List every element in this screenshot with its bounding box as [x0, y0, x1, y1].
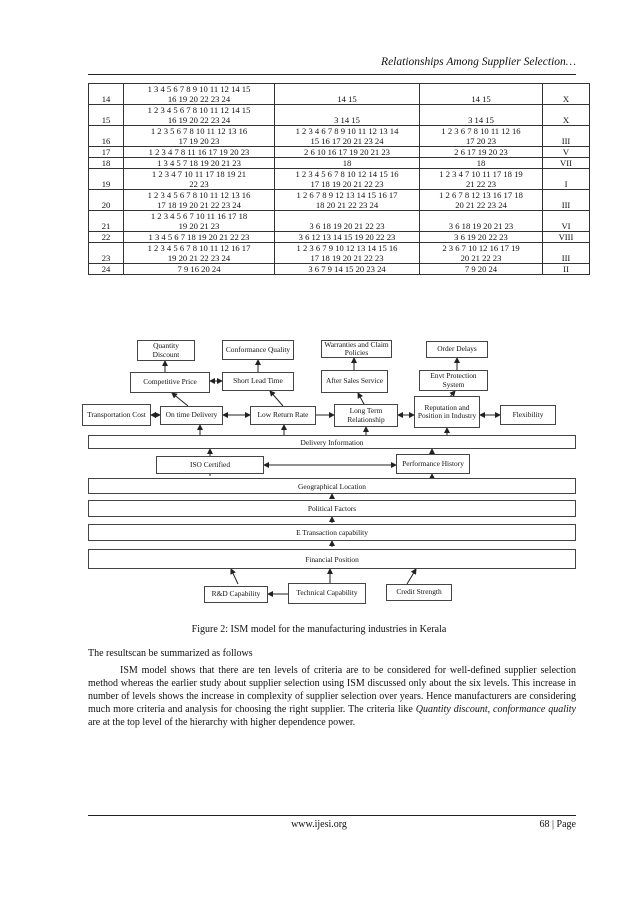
cell-line: 16 19 20 22 23 24 [167, 115, 231, 125]
cell-line: 17 18 19 20 21 22 23 24 [157, 200, 241, 210]
table-cell-intersection [420, 126, 543, 147]
table-cell-intersection [420, 211, 543, 232]
table-cell-reach [124, 169, 275, 190]
cell-line: 20 21 22 23 24 [455, 200, 507, 210]
cell-line: 1 3 4 5 6 7 18 19 20 21 22 23 [148, 232, 250, 242]
cell-line: 1 2 3 6 7 9 10 12 13 14 15 16 [296, 243, 398, 253]
cell-line: 19 20 21 23 [178, 221, 220, 231]
cell-line [277, 211, 417, 221]
arrow-reputation-to-envt [449, 391, 455, 398]
table-cell-reach [124, 84, 275, 105]
e-transaction-band: E Transaction capability [88, 524, 576, 541]
footer-website: www.ijesi.org [291, 819, 347, 830]
cell-line: 1 2 3 4 7 10 11 17 18 19 [439, 169, 523, 179]
table-row [89, 243, 590, 264]
cell-line: 3 6 19 20 22 23 [454, 232, 508, 242]
table-cell-level: X [543, 84, 590, 105]
summary-intro: The resultscan be summarized as follows [88, 648, 253, 659]
footer-rule [88, 815, 576, 816]
cell-line: 17 19 20 23 [178, 136, 220, 146]
iso-certified-box: ISO Certified [156, 456, 264, 474]
table-cell-reach [124, 232, 275, 243]
table-cell-id: 22 [89, 232, 124, 243]
table-cell-id: 19 [89, 169, 124, 190]
table-cell-id: 18 [89, 158, 124, 169]
table-cell-level: II [543, 264, 590, 275]
cell-line: 2 6 10 16 17 19 20 21 23 [304, 147, 390, 157]
figure-caption: Figure 2: ISM model for the manufacturing industries in Kerala [191, 624, 447, 635]
cell-line: 1 2 3 4 7 10 11 17 18 19 21 [151, 169, 247, 179]
table-row [89, 264, 590, 275]
geographical-location-band: Geographical Location [88, 478, 576, 494]
table-cell-antecedent [275, 147, 420, 158]
performance-history-box: Performance History [396, 454, 470, 474]
table-cell-antecedent [275, 126, 420, 147]
table-cell-intersection [420, 169, 543, 190]
table-cell-intersection [420, 264, 543, 275]
arrow-relationship-to-service [358, 393, 365, 406]
table-row [89, 84, 590, 105]
cell-line: 7 9 20 24 [464, 264, 498, 274]
quantity-discount-box: Quantity Discount [137, 340, 195, 361]
arrow-rd-to-finance [231, 569, 238, 584]
flexibility-box: Flexibility [500, 405, 556, 425]
table-cell-id: 24 [89, 264, 124, 275]
header-rule [88, 74, 576, 75]
table-cell-level: VIII [543, 232, 590, 243]
table-cell-level: VI [543, 211, 590, 232]
financial-position-band: Financial Position [88, 549, 576, 569]
table-row [89, 105, 590, 126]
table-cell-id: 23 [89, 243, 124, 264]
table-cell-reach [124, 243, 275, 264]
table-cell-intersection [420, 147, 543, 158]
table-cell-reach [124, 158, 275, 169]
cell-line: 16 19 20 22 23 24 [167, 94, 231, 104]
after-sales-service-box: After Sales Service [321, 370, 388, 393]
arrow-credit-to-finance [407, 569, 416, 584]
cell-line: 3 14 15 [468, 115, 494, 125]
paragraph-start: ISM model shows that there are ten levels of criteria are to be considered for well-defined supplier selection method whereas the earlier study about supplier selection using ISM discussed only about the six levels. This increase in number of levels shows the increase in complexity of supplier selection over years. Hence manufacturers are considering much more criteria and analysis for choosing the right supplier. The criteria like [88, 665, 576, 715]
cell-line: 1 2 3 4 5 6 7 8 10 12 14 15 16 [295, 169, 399, 179]
table-cell-antecedent [275, 169, 420, 190]
table-cell-antecedent [275, 232, 420, 243]
transportation-cost-box: Transportation Cost [82, 404, 151, 426]
cell-line [422, 105, 540, 115]
cell-line: 3 6 7 9 14 15 20 23 24 [308, 264, 386, 274]
table-cell-level: VII [543, 158, 590, 169]
table-cell-reach [124, 126, 275, 147]
table-cell-intersection [420, 243, 543, 264]
long-term-relationship-box: Long Term Relationship [334, 404, 398, 427]
cell-line: 15 16 17 20 21 23 24 [310, 136, 384, 146]
cell-line [422, 84, 540, 94]
cell-line: 1 2 3 6 7 8 10 11 12 16 [441, 126, 521, 136]
table-cell-antecedent [275, 158, 420, 169]
short-lead-time-box: Short Lead Time [222, 372, 294, 391]
table-cell-intersection [420, 84, 543, 105]
paragraph-end: are at the top level of the hierarchy with higher dependence power. [88, 717, 356, 728]
table-row [89, 158, 590, 169]
table-row [89, 169, 590, 190]
table-cell-id: 20 [89, 190, 124, 211]
table-cell-antecedent [275, 243, 420, 264]
cell-line: 3 6 18 19 20 21 23 [448, 221, 514, 231]
cell-line: 17 18 19 20 21 22 23 [310, 253, 384, 263]
cell-line: 18 20 21 22 23 24 [315, 200, 379, 210]
table-cell-intersection [420, 105, 543, 126]
table-cell-reach [124, 264, 275, 275]
cell-line: 1 2 6 7 8 12 13 16 17 18 [439, 190, 523, 200]
table-cell-id: 15 [89, 105, 124, 126]
cell-line: 1 3 4 5 6 7 8 9 10 11 12 14 15 [147, 84, 251, 94]
cell-line: 18 [342, 158, 352, 168]
paragraph-italic: Quantity discount, conformance quality [415, 704, 576, 715]
table-cell-level: X [543, 105, 590, 126]
on-time-delivery-box: On time Delivery [160, 406, 223, 425]
cell-line: 1 3 4 5 7 18 19 20 21 23 [157, 158, 241, 168]
cell-line: 1 2 3 4 7 8 11 16 17 19 20 23 [148, 147, 250, 157]
body-paragraph [88, 664, 576, 729]
running-header-title: Relationships Among Supplier Selection… [381, 56, 576, 68]
cell-line [277, 105, 417, 115]
table-row [89, 190, 590, 211]
delivery-information-band: Delivery Information [88, 435, 576, 449]
table-row [89, 232, 590, 243]
cell-line: 3 6 12 13 14 15 19 20 22 23 [298, 232, 396, 242]
cell-line: 7 9 16 20 24 [177, 264, 221, 274]
technical-capability-box: Technical Capability [288, 583, 366, 604]
table-cell-antecedent [275, 264, 420, 275]
table-cell-intersection [420, 190, 543, 211]
conformance-quality-box: Conformance Quality [222, 340, 294, 360]
cell-line: 2 6 17 19 20 23 [454, 147, 508, 157]
cell-line: 18 [476, 158, 486, 168]
table-cell-level: III [543, 243, 590, 264]
cell-line [422, 211, 540, 221]
table-cell-reach [124, 190, 275, 211]
table-cell-level: III [543, 126, 590, 147]
cell-line: 17 20 23 [465, 136, 497, 146]
table-cell-level: V [543, 147, 590, 158]
cell-line: 14 15 [337, 94, 357, 104]
cell-line: 22 23 [189, 179, 209, 189]
cell-line: 1 2 3 4 5 6 7 8 10 11 12 13 16 [147, 190, 251, 200]
competitive-price-box: Competitive Price [130, 372, 210, 393]
table-cell-level: I [543, 169, 590, 190]
rd-capability-box: R&D Capability [204, 586, 268, 603]
envt-protection-box: Envt Protection System [419, 370, 488, 391]
cell-line: 2 3 6 7 10 12 16 17 19 [442, 243, 520, 253]
table-cell-reach [124, 211, 275, 232]
cell-line: 1 2 3 4 6 7 8 9 10 11 12 13 14 [295, 126, 399, 136]
table-cell-level: III [543, 190, 590, 211]
cell-line [277, 84, 417, 94]
table-cell-reach [124, 147, 275, 158]
footer-page-number: 68 | Page [539, 819, 576, 830]
cell-line: 1 2 3 4 5 6 7 8 10 11 12 14 15 [147, 105, 251, 115]
table-cell-reach [124, 105, 275, 126]
table-cell-intersection [420, 232, 543, 243]
level-partition-table [88, 83, 590, 275]
table-cell-id: 17 [89, 147, 124, 158]
cell-line: 17 18 19 20 21 22 23 [310, 179, 384, 189]
credit-strength-box: Credit Strength [386, 584, 452, 601]
low-return-rate-box: Low Return Rate [250, 406, 316, 425]
table-cell-id: 16 [89, 126, 124, 147]
cell-line: 21 22 23 [465, 179, 497, 189]
order-delays-box: Order Delays [426, 341, 488, 358]
political-factors-band: Political Factors [88, 500, 576, 517]
table-cell-antecedent [275, 190, 420, 211]
table-cell-intersection [420, 158, 543, 169]
cell-line: 20 21 22 23 [460, 253, 502, 263]
reputation-box: Reputation and Position in Industry [414, 396, 480, 428]
warranties-box: Warranties and Claim Policies [321, 340, 392, 358]
table-row [89, 147, 590, 158]
cell-line: 19 20 21 22 23 24 [167, 253, 231, 263]
table-cell-antecedent [275, 105, 420, 126]
table-cell-antecedent [275, 211, 420, 232]
cell-line: 1 2 3 4 5 6 7 8 10 11 12 16 17 [147, 243, 251, 253]
cell-line: 3 6 18 19 20 21 22 23 [309, 221, 385, 231]
cell-line: 3 14 15 [334, 115, 360, 125]
cell-line: 1 2 6 7 8 9 12 13 14 15 16 17 [296, 190, 398, 200]
table-cell-antecedent [275, 84, 420, 105]
table-row [89, 211, 590, 232]
cell-line: 1 2 3 5 6 7 8 10 11 12 13 16 [150, 126, 248, 136]
arrow-return-to-lead [270, 391, 283, 406]
cell-line: 1 2 3 4 5 6 7 10 11 16 17 18 [150, 211, 248, 221]
table-cell-id: 21 [89, 211, 124, 232]
table-cell-id: 14 [89, 84, 124, 105]
arrow-delivery-to-price [172, 393, 188, 406]
cell-line: 14 15 [471, 94, 491, 104]
table-row [89, 126, 590, 147]
